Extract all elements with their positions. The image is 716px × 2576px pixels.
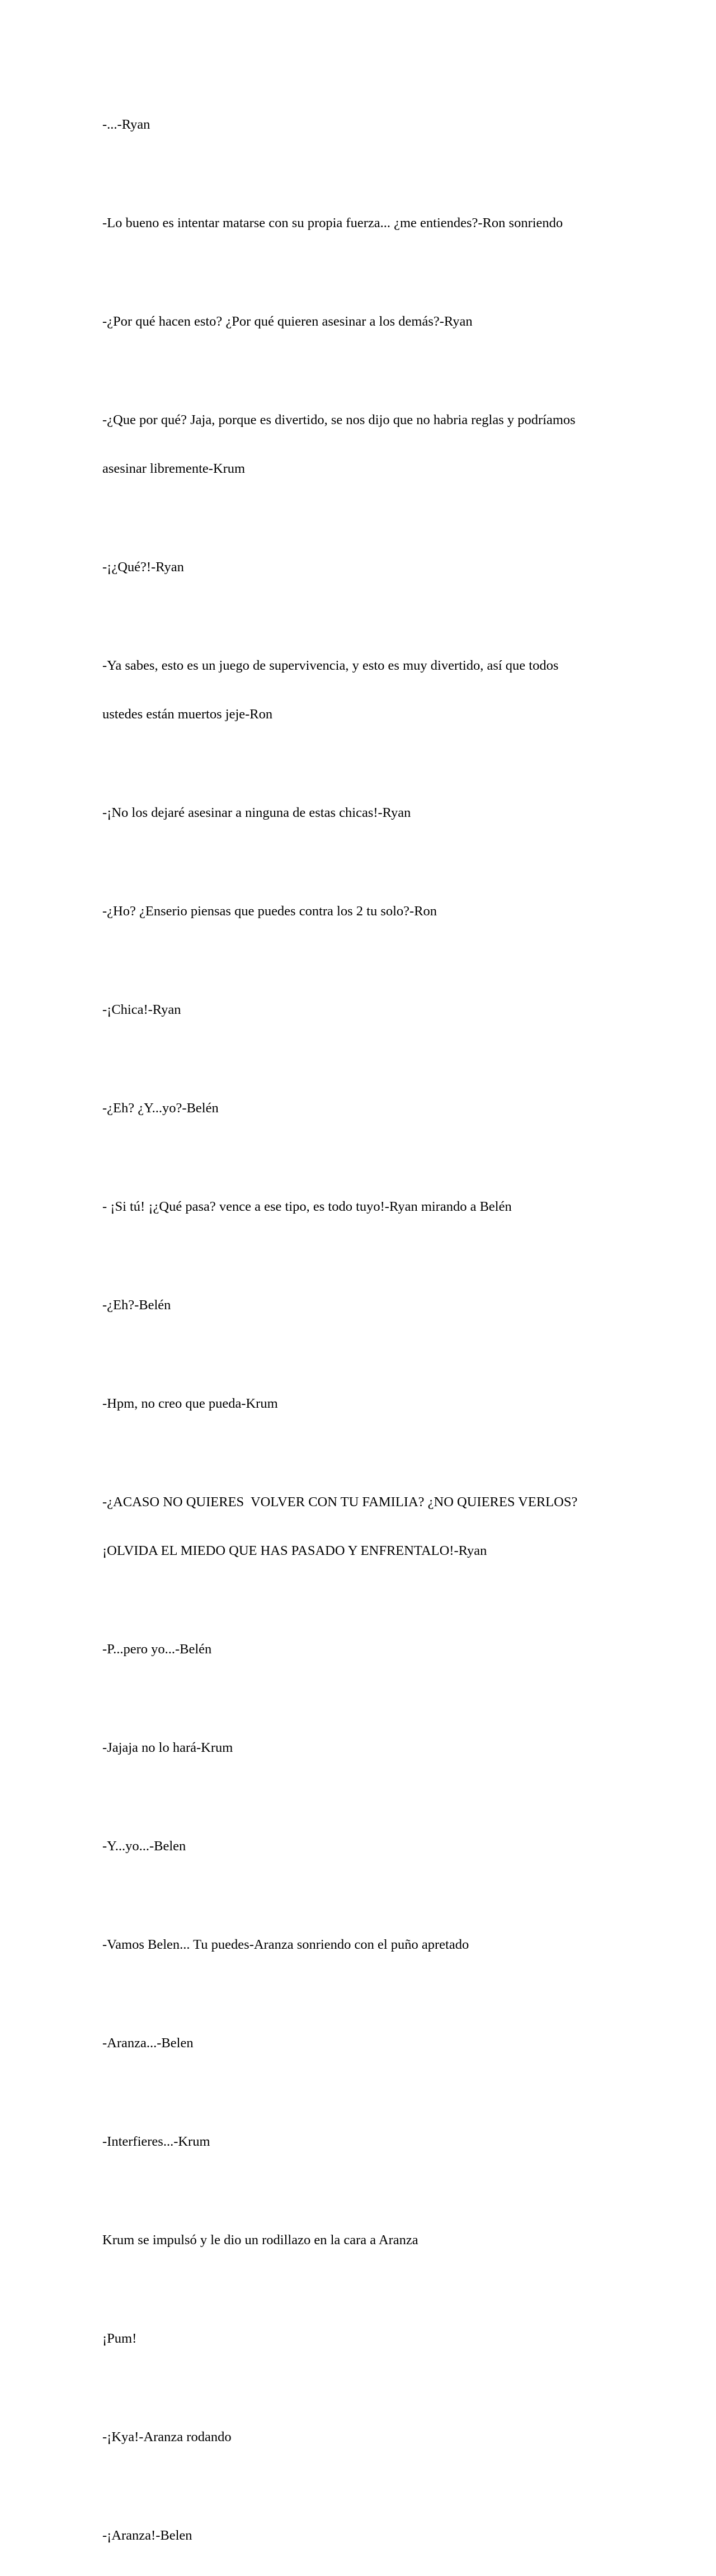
- paragraph: [102, 527, 617, 608]
- text-line: Krum se impulsó y le dio un rodillazo en la cara a Aranza: [102, 2232, 418, 2248]
- paragraph: [102, 1068, 617, 1149]
- text-line: -¡No los dejaré asesinar a ninguna de estas chicas!-Ryan: [102, 805, 411, 820]
- text-line: -...-Ryan: [102, 117, 150, 132]
- document-body: [102, 84, 617, 2576]
- paragraph: [102, 84, 617, 165]
- paragraph: [102, 1707, 617, 1788]
- text-line: -Y...yo...-Belen: [102, 1839, 186, 1854]
- text-line: -¿Que por qué? Jaja, porque es divertido, se nos dijo que no habria reglas y podríamos: [102, 412, 576, 427]
- paragraph: [102, 625, 617, 755]
- text-line: -Hpm, no creo que pueda-Krum: [102, 1396, 278, 1411]
- paragraph: [102, 1166, 617, 1247]
- paragraph: [102, 1806, 617, 1887]
- text-line: ¡OLVIDA EL MIEDO QUE HAS PASADO Y ENFRENTALO!-Ryan: [102, 1543, 487, 1558]
- paragraph: [102, 772, 617, 853]
- paragraph: [102, 1609, 617, 1690]
- text-line: -Ya sabes, esto es un juego de supervivencia, y esto es muy divertido, así que todos: [102, 658, 559, 673]
- paragraph: [102, 2298, 617, 2379]
- text-line: -Jajaja no lo hará-Krum: [102, 1740, 233, 1755]
- paragraph: [102, 1363, 617, 1444]
- paragraph: [102, 1461, 617, 1591]
- text-line: - ¡Si tú! ¡¿Qué pasa? vence a ese tipo, es todo tuyo!-Ryan mirando a Belén: [102, 1199, 512, 1214]
- paragraph: [102, 2396, 617, 2478]
- paragraph: [102, 2199, 617, 2281]
- text-line: -¿Eh?-Belén: [102, 1298, 171, 1313]
- text-line: -¿Por qué hacen esto? ¿Por qué quieren asesinar a los demás?-Ryan: [102, 314, 473, 329]
- paragraph: [102, 969, 617, 1050]
- text-line: ustedes están muertos jeje-Ron: [102, 707, 273, 722]
- text-line: -¿Eh? ¿Y...yo?-Belén: [102, 1101, 219, 1116]
- text-line: -P...pero yo...-Belén: [102, 1642, 212, 1657]
- text-line: -¡Kya!-Aranza rodando: [102, 2429, 232, 2445]
- paragraph: [102, 871, 617, 952]
- text-line: asesinar libremente-Krum: [102, 461, 246, 476]
- text-line: -Interfieres...-Krum: [102, 2134, 210, 2149]
- paragraph: [102, 379, 617, 509]
- paragraph: [102, 2002, 617, 2084]
- text-line: ¡Pum!: [102, 2331, 137, 2346]
- text-line: -Aranza...-Belen: [102, 2036, 194, 2051]
- text-line: -¿Ho? ¿Enserio piensas que puedes contra los 2 tu solo?-Ron: [102, 904, 437, 919]
- text-line: -¡Chica!-Ryan: [102, 1002, 181, 1017]
- paragraph: [102, 2495, 617, 2576]
- text-line: -¿ACASO NO QUIERES VOLVER CON TU FAMILIA? ¿NO QUIERES VERLOS?: [102, 1494, 578, 1510]
- text-line: -¡Aranza!-Belen: [102, 2528, 192, 2543]
- paragraph: [102, 1265, 617, 1346]
- text-line: -Lo bueno es intentar matarse con su propia fuerza... ¿me entiendes?-Ron sonriendo: [102, 215, 563, 231]
- paragraph: [102, 281, 617, 362]
- paragraph: [102, 1904, 617, 1985]
- paragraph: [102, 2101, 617, 2182]
- text-line: -¡¿Qué?!-Ryan: [102, 560, 184, 575]
- text-line: -Vamos Belen... Tu puedes-Aranza sonriendo con el puño apretado: [102, 1937, 469, 1952]
- paragraph: [102, 182, 617, 264]
